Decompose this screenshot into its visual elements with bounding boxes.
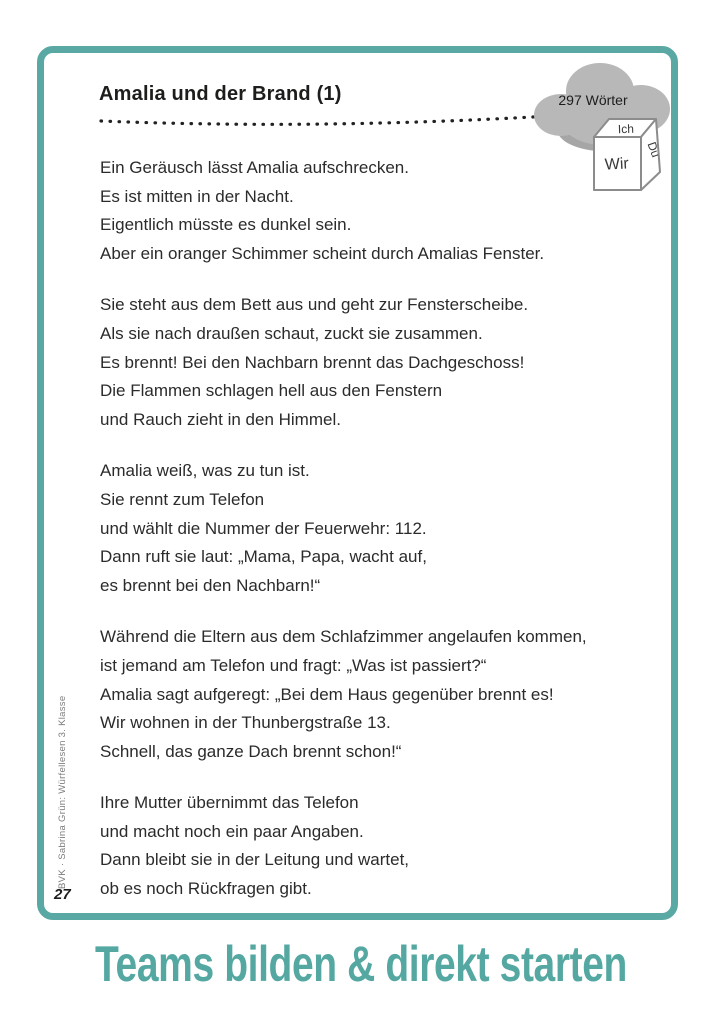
- story-line: es brennt bei den Nachbarn!“: [100, 575, 321, 595]
- sidebar-credit: BVK · Sabrina Grün: Würfellesen 3. Klasse: [57, 695, 68, 889]
- story-paragraph: [100, 154, 660, 268]
- story-line: Amalia sagt aufgeregt: „Bei dem Haus gegenüber brennt es!: [100, 684, 554, 704]
- story-line: Sie steht aus dem Bett aus und geht zur Fensterscheibe.: [100, 295, 529, 315]
- story-line: Ein Geräusch lässt Amalia aufschrecken.: [100, 158, 409, 177]
- story-paragraph: [100, 623, 660, 766]
- story-paragraph: [100, 457, 660, 600]
- dice-label-wir: Wir: [604, 155, 630, 174]
- story-line: Die Flammen schlagen hell aus den Fenstern: [100, 381, 443, 401]
- story-line: Schnell, das ganze Dach brennt schon!“: [100, 741, 402, 761]
- story-line: Als sie nach draußen schaut, zuckt sie zusammen.: [100, 323, 483, 343]
- page-title: Amalia und der Brand (1): [99, 83, 342, 105]
- story-line: Ihre Mutter übernimmt das Telefon: [100, 793, 359, 813]
- worksheet-frame: [37, 46, 678, 920]
- story-text: [100, 154, 660, 904]
- story-line: Während die Eltern aus dem Schlafzimmer angelaufen kommen,: [100, 627, 587, 647]
- story-line: Eigentlich müsste es dunkel sein.: [100, 215, 352, 235]
- story-line: und wählt die Nummer der Feuerwehr: 112.: [100, 518, 427, 538]
- story-line: Dann bleibt sie in der Leitung und wartet,: [100, 850, 410, 870]
- page-number: 27: [54, 886, 71, 903]
- story-line: Amalia weiß, was zu tun ist.: [100, 461, 310, 481]
- story-line: ob es noch Rückfragen gibt.: [100, 879, 312, 899]
- story-line: Sie rennt zum Telefon: [100, 489, 265, 509]
- story-line: Es brennt! Bei den Nachbarn brennt das Dachgeschoss!: [100, 352, 525, 372]
- dice-label-du: Du: [644, 140, 663, 160]
- footer-headline-text: Teams bilden & direkt starten: [94, 936, 627, 992]
- story-line: Wir wohnen in der Thunbergstraße 13.: [100, 713, 391, 733]
- story-line: und macht noch ein paar Angaben.: [100, 821, 364, 841]
- story-line: Aber ein oranger Schimmer scheint durch Amalias Fenster.: [100, 243, 545, 263]
- dice-label-ich: Ich: [617, 121, 635, 137]
- story-paragraph: [100, 291, 660, 434]
- story-line: ist jemand am Telefon und fragt: „Was ist passiert?“: [100, 655, 487, 675]
- story-line: und Rauch zieht in den Himmel.: [100, 409, 341, 429]
- story-line: Es ist mitten in der Nacht.: [100, 186, 294, 206]
- story-line: Dann ruft sie laut: „Mama, Papa, wacht auf,: [100, 547, 427, 567]
- footer-headline: [0, 938, 721, 990]
- story-paragraph: [100, 789, 660, 903]
- word-count-label: 297 Wörter: [558, 92, 628, 108]
